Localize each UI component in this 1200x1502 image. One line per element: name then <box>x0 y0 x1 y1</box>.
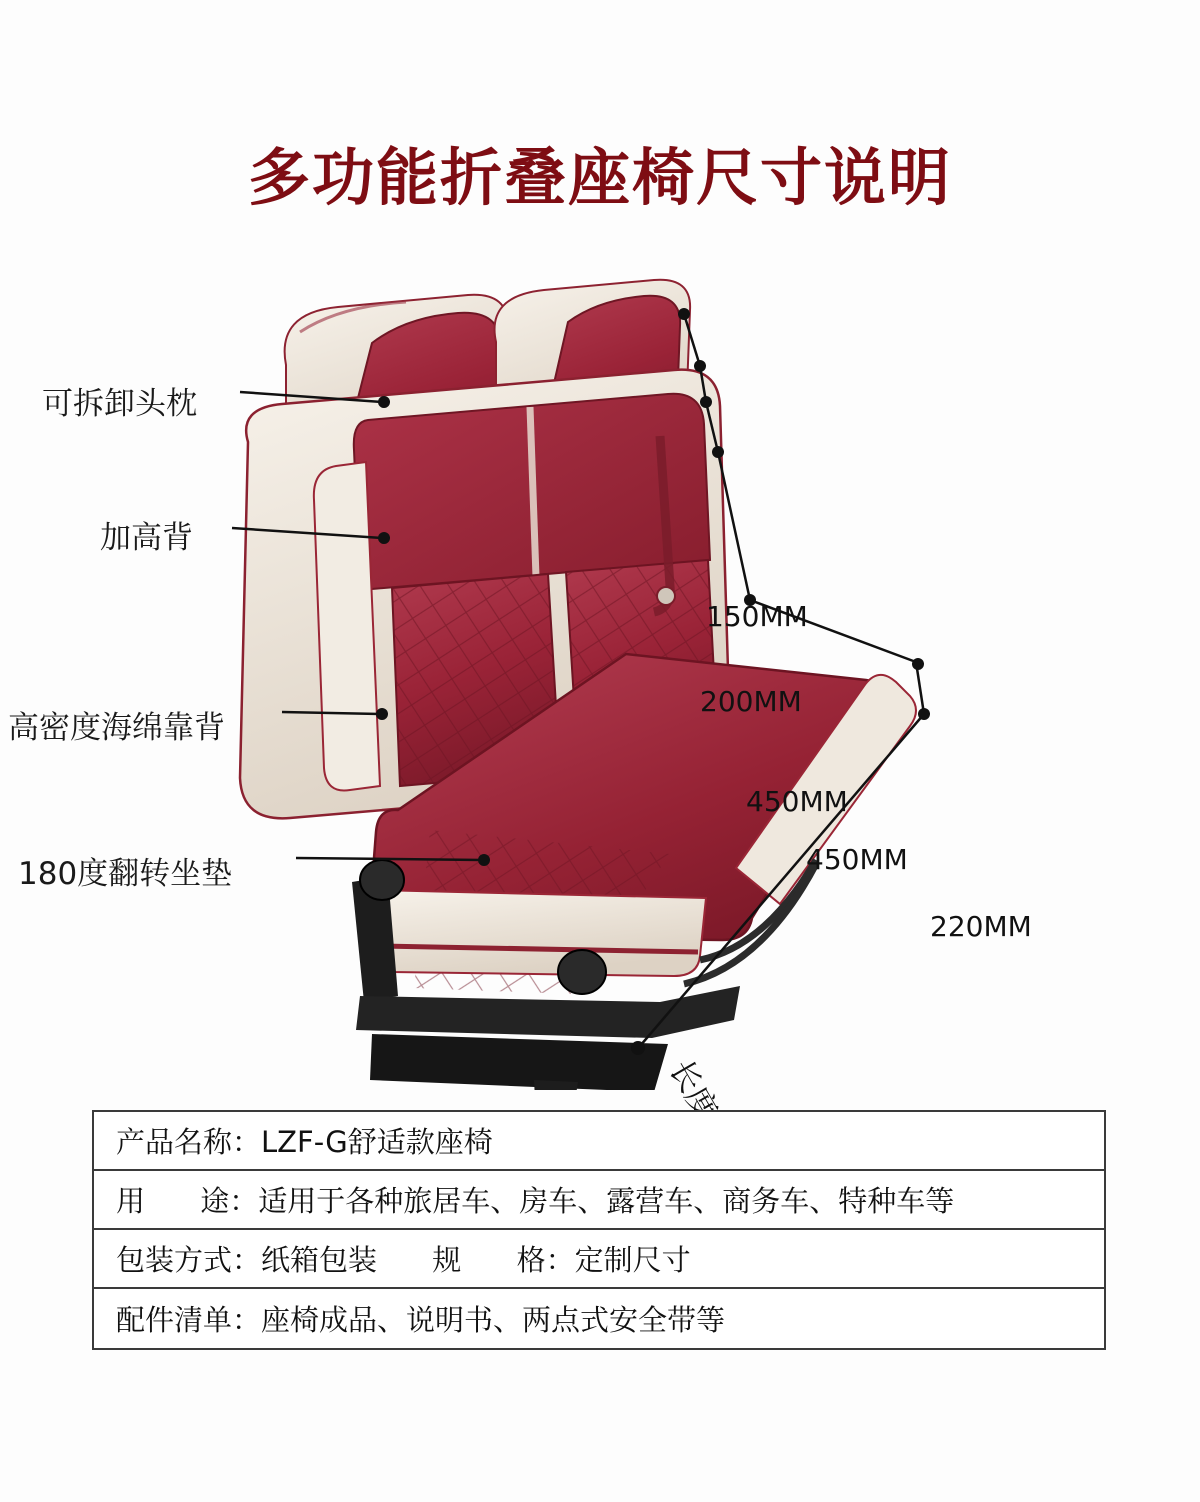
callout-label-flip-cushion: 180度翻转坐垫 <box>18 856 233 892</box>
table-row <box>94 1171 1104 1230</box>
seat-illustration <box>0 270 1200 1090</box>
spec-packaging: 包装方式：纸箱包装 规 格：定制尺寸 <box>116 1243 691 1277</box>
dimension-450mm-seat: 450MM <box>806 843 908 876</box>
table-row <box>94 1289 1104 1348</box>
callout-label-headrest: 可拆卸头枕 <box>42 386 197 422</box>
callout-label-high-back: 加高背 <box>100 520 193 556</box>
dimension-150mm: 150MM <box>706 600 808 633</box>
spec-usage: 用 途：适用于各种旅居车、房车、露营车、商务车、特种车等 <box>116 1184 955 1218</box>
table-row <box>94 1112 1104 1171</box>
table-row <box>94 1230 1104 1289</box>
spec-table <box>92 1110 1106 1350</box>
page-title: 多功能折叠座椅尺寸说明 <box>247 141 952 214</box>
callout-label-foam-backrest: 高密度海绵靠背 <box>8 710 225 746</box>
dimension-220mm: 220MM <box>930 910 1032 943</box>
spec-accessories: 配件清单：座椅成品、说明书、两点式安全带等 <box>116 1303 726 1337</box>
spec-product-name: 产品名称：LZF-G舒适款座椅 <box>116 1125 493 1159</box>
dimension-450mm-back: 450MM <box>746 785 848 818</box>
dimension-200mm: 200MM <box>700 685 802 718</box>
